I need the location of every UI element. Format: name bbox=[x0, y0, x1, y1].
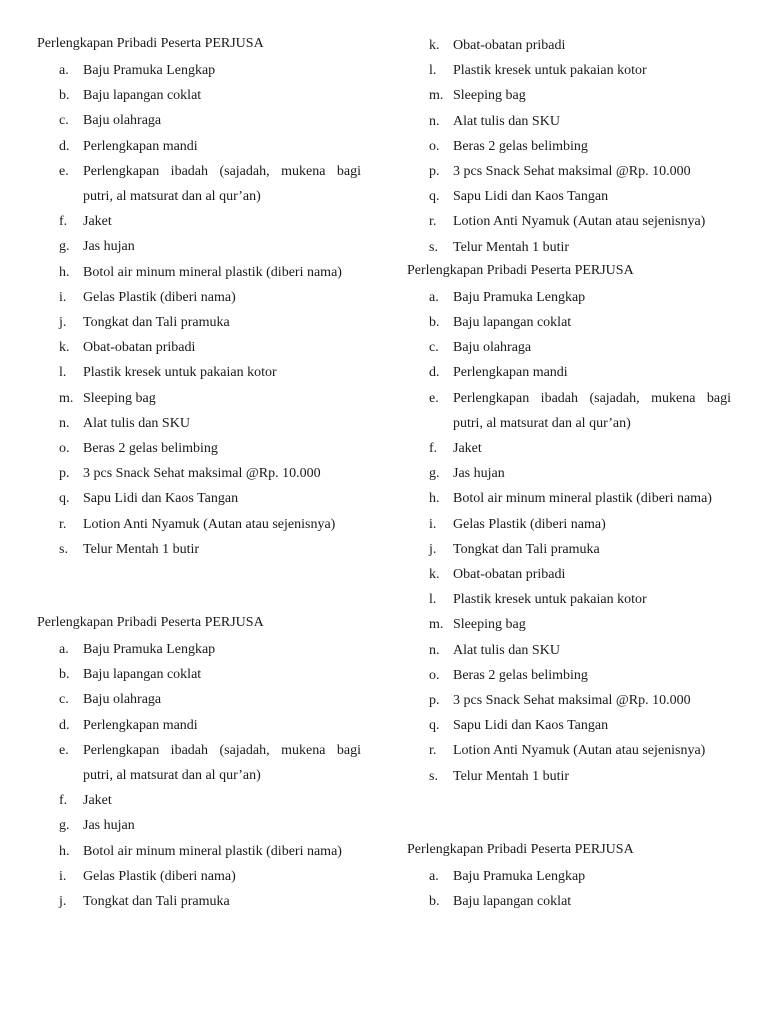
item-text: Sleeping bag bbox=[453, 88, 526, 104]
item-text: Tongkat dan Tali pramuka bbox=[453, 541, 600, 557]
item-letter: k. bbox=[429, 38, 440, 53]
item-letter: f. bbox=[59, 214, 68, 230]
item-letter: i. bbox=[59, 868, 67, 884]
item-letter: e. bbox=[429, 390, 439, 406]
item-letter: l. bbox=[429, 63, 437, 79]
item-letter: d. bbox=[429, 365, 440, 381]
checklist-section bbox=[37, 33, 361, 562]
list-item bbox=[37, 813, 361, 838]
item-text: Baju lapangan coklat bbox=[83, 667, 202, 683]
item-text: Jaket bbox=[453, 441, 482, 457]
item-letter: p. bbox=[429, 164, 440, 180]
item-letter: a. bbox=[59, 63, 69, 78]
list-item bbox=[37, 486, 361, 511]
item-text: Gelas Plastik (diberi nama) bbox=[83, 868, 236, 884]
item-text: Sleeping bag bbox=[453, 617, 526, 633]
list-item bbox=[407, 864, 731, 889]
item-letter: n. bbox=[429, 113, 440, 129]
item-letter: n. bbox=[429, 642, 440, 658]
item-text: Baju Pramuka Lengkap bbox=[453, 289, 586, 305]
item-letter: d. bbox=[59, 717, 70, 733]
section-spacer bbox=[407, 789, 731, 839]
item-letter: s. bbox=[429, 768, 438, 784]
list-item bbox=[407, 587, 731, 612]
list-item bbox=[407, 109, 731, 134]
section-title: Perlengkapan Pribadi Peserta PERJUSA bbox=[407, 841, 634, 857]
item-letter: g. bbox=[59, 239, 70, 255]
item-letter: b. bbox=[429, 315, 440, 331]
item-letter: r. bbox=[59, 516, 67, 532]
item-text: Baju lapangan coklat bbox=[83, 88, 202, 104]
item-text: Obat-obatan pribadi bbox=[453, 38, 566, 53]
list-item bbox=[37, 360, 361, 385]
item-letter: e. bbox=[59, 742, 69, 758]
list-item bbox=[37, 411, 361, 436]
list-item bbox=[407, 159, 731, 184]
list-item bbox=[407, 83, 731, 108]
item-text: Lotion Anti Nyamuk (Autan atau sejenisnya) bbox=[453, 214, 706, 230]
item-text: Baju olahraga bbox=[83, 113, 162, 129]
item-text: Gelas Plastik (diberi nama) bbox=[453, 516, 606, 532]
list-item bbox=[37, 512, 361, 537]
item-letter: m. bbox=[429, 617, 444, 633]
checklist bbox=[407, 864, 731, 914]
item-letter: g. bbox=[59, 818, 70, 834]
item-text: Baju lapangan coklat bbox=[453, 894, 572, 910]
item-letter: n. bbox=[59, 415, 70, 431]
item-letter: f. bbox=[59, 793, 68, 809]
item-text: Lotion Anti Nyamuk (Autan atau sejenisnya) bbox=[453, 743, 706, 759]
list-item bbox=[407, 663, 731, 688]
item-letter: j. bbox=[429, 541, 437, 557]
item-text: 3 pcs Snack Sehat maksimal @Rp. 10.000 bbox=[453, 164, 691, 180]
item-text: Sleeping bag bbox=[83, 390, 156, 406]
item-letter: c. bbox=[429, 340, 439, 356]
item-text: Tongkat dan Tali pramuka bbox=[83, 894, 230, 910]
section-spacer bbox=[37, 562, 361, 612]
item-letter: i. bbox=[59, 289, 67, 305]
list-item bbox=[37, 260, 361, 285]
list-item bbox=[407, 184, 731, 209]
item-text: Perlengkapan mandi bbox=[83, 138, 198, 154]
item-text: Telur Mentah 1 butir bbox=[453, 239, 570, 255]
checklist-section bbox=[407, 260, 731, 789]
list-item bbox=[37, 864, 361, 889]
list-item bbox=[407, 386, 731, 436]
item-letter: m. bbox=[59, 390, 74, 406]
item-text: Obat-obatan pribadi bbox=[453, 567, 566, 583]
list-item bbox=[37, 386, 361, 411]
list-item bbox=[37, 159, 361, 209]
item-text: Gelas Plastik (diberi nama) bbox=[83, 289, 236, 305]
item-letter: c. bbox=[59, 113, 69, 129]
item-letter: b. bbox=[59, 88, 70, 104]
item-letter: s. bbox=[59, 541, 68, 557]
item-letter: o. bbox=[59, 441, 70, 457]
item-text: Alat tulis dan SKU bbox=[453, 642, 560, 658]
item-letter: f. bbox=[429, 441, 438, 457]
item-text: 3 pcs Snack Sehat maksimal @Rp. 10.000 bbox=[83, 466, 321, 482]
list-item bbox=[37, 687, 361, 712]
item-text: Perlengkapan mandi bbox=[453, 365, 568, 381]
item-text: 3 pcs Snack Sehat maksimal @Rp. 10.000 bbox=[453, 693, 691, 709]
list-item bbox=[407, 461, 731, 486]
list-item bbox=[407, 612, 731, 637]
left-column bbox=[37, 33, 361, 914]
item-text: Sapu Lidi dan Kaos Tangan bbox=[453, 189, 609, 205]
list-item bbox=[407, 235, 731, 260]
list-item bbox=[37, 310, 361, 335]
item-letter: a. bbox=[59, 642, 69, 658]
item-letter: q. bbox=[59, 491, 70, 507]
list-item bbox=[407, 335, 731, 360]
list-item bbox=[37, 713, 361, 738]
list-item bbox=[37, 889, 361, 914]
list-item bbox=[407, 58, 731, 83]
checklist bbox=[37, 58, 361, 562]
list-item bbox=[37, 209, 361, 234]
item-letter: l. bbox=[429, 592, 437, 608]
item-letter: d. bbox=[59, 138, 70, 154]
item-text: Sapu Lidi dan Kaos Tangan bbox=[453, 718, 609, 734]
checklist bbox=[407, 285, 731, 789]
list-item bbox=[407, 134, 731, 159]
item-text: Botol air minum mineral plastik (diberi nama) bbox=[83, 264, 342, 280]
item-text: Perlengkapan ibadah (sajadah, mukena bagi putri, al matsurat dan al qur’an) bbox=[83, 163, 361, 205]
item-letter: l. bbox=[59, 365, 67, 381]
item-letter: j. bbox=[59, 315, 67, 331]
item-letter: p. bbox=[59, 466, 70, 482]
list-item bbox=[37, 108, 361, 133]
item-text: Jaket bbox=[83, 793, 112, 809]
list-item bbox=[407, 764, 731, 789]
list-item bbox=[37, 285, 361, 310]
item-text: Telur Mentah 1 butir bbox=[453, 768, 570, 784]
item-text: Beras 2 gelas belimbing bbox=[83, 441, 218, 457]
item-letter: q. bbox=[429, 189, 440, 205]
item-text: Botol air minum mineral plastik (diberi nama) bbox=[453, 491, 712, 507]
list-item bbox=[407, 285, 731, 310]
list-item bbox=[37, 637, 361, 662]
list-item bbox=[37, 58, 361, 83]
list-item bbox=[37, 738, 361, 788]
item-letter: o. bbox=[429, 667, 440, 683]
item-letter: c. bbox=[59, 692, 69, 708]
item-letter: g. bbox=[429, 466, 440, 482]
item-letter: s. bbox=[429, 239, 438, 255]
item-text: Botol air minum mineral plastik (diberi nama) bbox=[83, 843, 342, 859]
list-item bbox=[37, 83, 361, 108]
list-item bbox=[407, 889, 731, 914]
list-item bbox=[37, 788, 361, 813]
item-letter: m. bbox=[429, 88, 444, 104]
item-letter: b. bbox=[429, 894, 440, 910]
list-item bbox=[37, 134, 361, 159]
item-text: Perlengkapan ibadah (sajadah, mukena bagi putri, al matsurat dan al qur’an) bbox=[453, 390, 731, 431]
section-title: Perlengkapan Pribadi Peserta PERJUSA bbox=[407, 262, 634, 278]
checklist-section bbox=[407, 839, 731, 914]
item-text: Alat tulis dan SKU bbox=[453, 113, 560, 129]
checklist bbox=[37, 637, 361, 914]
item-letter: k. bbox=[59, 340, 70, 356]
item-text: Baju olahraga bbox=[83, 692, 162, 708]
item-text: Perlengkapan mandi bbox=[83, 717, 198, 733]
item-letter: i. bbox=[429, 516, 437, 532]
list-item bbox=[37, 461, 361, 486]
item-text: Plastik kresek untuk pakaian kotor bbox=[453, 63, 647, 79]
item-text: Beras 2 gelas belimbing bbox=[453, 667, 588, 683]
list-item bbox=[37, 234, 361, 259]
item-text: Plastik kresek untuk pakaian kotor bbox=[453, 592, 647, 608]
item-text: Jas hujan bbox=[83, 818, 135, 834]
item-letter: k. bbox=[429, 567, 440, 583]
item-text: Sapu Lidi dan Kaos Tangan bbox=[83, 491, 239, 507]
list-item bbox=[407, 360, 731, 385]
list-item bbox=[37, 839, 361, 864]
list-item bbox=[407, 209, 731, 234]
checklist-section bbox=[37, 612, 361, 914]
item-text: Beras 2 gelas belimbing bbox=[453, 138, 588, 154]
list-item bbox=[407, 562, 731, 587]
item-text: Baju olahraga bbox=[453, 340, 532, 356]
item-text: Jaket bbox=[83, 214, 112, 230]
item-letter: r. bbox=[429, 214, 437, 230]
item-text: Obat-obatan pribadi bbox=[83, 340, 196, 356]
list-item bbox=[407, 512, 731, 537]
list-item bbox=[37, 436, 361, 461]
list-item bbox=[407, 537, 731, 562]
checklist-section-continued bbox=[407, 33, 731, 260]
list-item bbox=[37, 335, 361, 360]
list-item bbox=[407, 486, 731, 511]
item-letter: h. bbox=[59, 843, 70, 859]
list-item bbox=[407, 688, 731, 713]
item-letter: a. bbox=[429, 868, 439, 884]
item-letter: b. bbox=[59, 667, 70, 683]
item-letter: o. bbox=[429, 138, 440, 154]
section-title: Perlengkapan Pribadi Peserta PERJUSA bbox=[37, 615, 264, 631]
item-text: Baju Pramuka Lengkap bbox=[83, 63, 216, 78]
item-text: Tongkat dan Tali pramuka bbox=[83, 315, 230, 331]
item-text: Plastik kresek untuk pakaian kotor bbox=[83, 365, 277, 381]
item-text: Baju Pramuka Lengkap bbox=[453, 868, 586, 884]
list-item bbox=[407, 713, 731, 738]
item-letter: p. bbox=[429, 693, 440, 709]
item-letter: h. bbox=[429, 491, 440, 507]
item-letter: e. bbox=[59, 163, 69, 179]
list-item bbox=[407, 310, 731, 335]
list-item bbox=[407, 738, 731, 763]
item-text: Perlengkapan ibadah (sajadah, mukena bagi putri, al matsurat dan al qur’an) bbox=[83, 742, 361, 784]
right-column bbox=[407, 33, 731, 914]
item-text: Jas hujan bbox=[453, 466, 505, 482]
item-text: Baju Pramuka Lengkap bbox=[83, 642, 216, 658]
item-letter: j. bbox=[59, 894, 67, 910]
list-item bbox=[407, 33, 731, 58]
list-item bbox=[37, 537, 361, 562]
item-text: Lotion Anti Nyamuk (Autan atau sejenisnya) bbox=[83, 516, 336, 532]
item-letter: h. bbox=[59, 264, 70, 280]
item-text: Alat tulis dan SKU bbox=[83, 415, 190, 431]
item-letter: r. bbox=[429, 743, 437, 759]
section-title: Perlengkapan Pribadi Peserta PERJUSA bbox=[37, 36, 264, 51]
item-letter: a. bbox=[429, 289, 439, 305]
item-text: Telur Mentah 1 butir bbox=[83, 541, 200, 557]
list-item bbox=[407, 638, 731, 663]
checklist bbox=[407, 33, 731, 260]
item-letter: q. bbox=[429, 718, 440, 734]
list-item bbox=[37, 662, 361, 687]
item-text: Jas hujan bbox=[83, 239, 135, 255]
list-item bbox=[407, 436, 731, 461]
item-text: Baju lapangan coklat bbox=[453, 315, 572, 331]
